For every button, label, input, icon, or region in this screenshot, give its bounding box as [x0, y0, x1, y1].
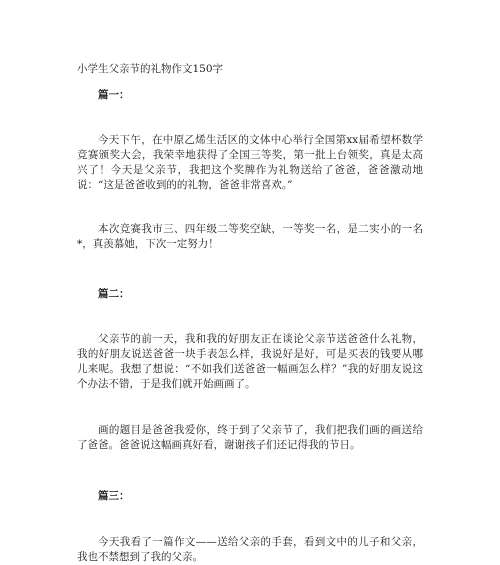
document-title: 小学生父亲节的礼物作文150字	[77, 63, 224, 75]
section-heading-3: 篇三：	[98, 490, 130, 502]
section-3-paragraph-1: 今天我看了一篇作文——送给父亲的手套，看到文中的儿子和父亲，我也不禁想到了我的父亲。	[77, 536, 423, 563]
section-2-paragraph-1: 父亲节的前一天，我和我的好朋友正在谈论父亲节送爸爸什么礼物，我的好朋友说送爸爸一块手表怎么样，我说好是好，可是买表的钱要从哪儿来呢。我想了想说：“不如我们送爸爸一幅画怎么样？”我的好朋友说这个办法不错，于是我们就开始画画了。	[77, 333, 423, 390]
section-2-paragraph-2: 画的题目是爸爸我爱你，终于到了父亲节了，我们把我们画的画送给了爸爸。爸爸说这幅画真好看，谢谢孩子们还记得我的节日。	[77, 424, 423, 451]
section-1-paragraph-2: 本次竞赛我市三、四年级二等奖空缺，一等奖一名，是二实小的一名*，真羡慕她，下次一定努力！	[77, 223, 423, 250]
section-1-paragraph-1: 今天下午，在中原乙烯生活区的文体中心举行全国第xx届希望杯数学竞赛颁奖大会，我荣幸地获得了全国三等奖，第一批上台领奖，真是太高兴了！今天是父亲节，我把这个奖牌作为礼物送给了爸爸，爸爸激动地说：“这是爸爸收到的的礼物，爸爸非常喜欢。”	[77, 134, 423, 191]
section-heading-2: 篇二：	[98, 288, 130, 300]
section-heading-1: 篇一：	[98, 89, 130, 101]
